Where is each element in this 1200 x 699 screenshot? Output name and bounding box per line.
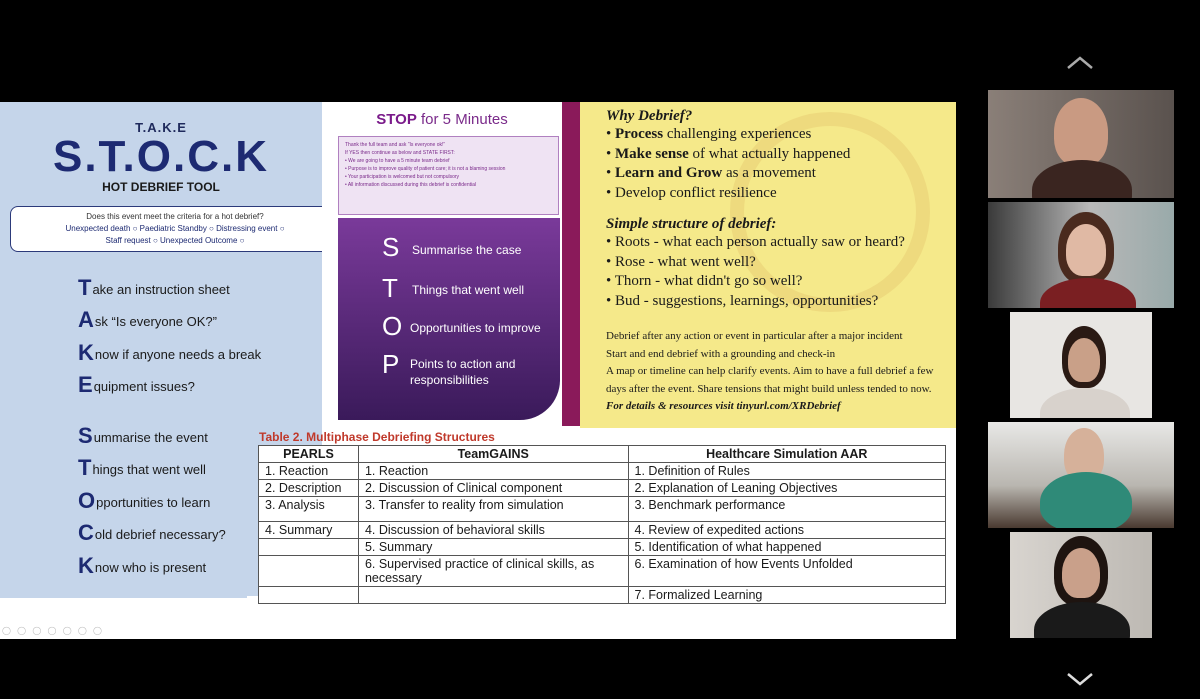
- list-item: [78, 331, 261, 364]
- table-row: [259, 539, 946, 556]
- table-cell: 4. Discussion of behavioral skills: [358, 522, 628, 539]
- letterbox-left: [988, 312, 1010, 418]
- stop-instructions-box: [338, 136, 559, 215]
- list-letter: T: [78, 274, 92, 300]
- table-cell: 2. Explanation of Leaning Objectives: [628, 480, 945, 497]
- list-item: [78, 364, 261, 397]
- debrief-note: A map or timeline can help clarify events. Aim to have a full debrief a few days after the event. Share tensions that might build unless tended to now.: [606, 365, 934, 395]
- structure-bullet: • Rose - what went well?: [606, 253, 756, 270]
- table-cell: 3. Benchmark performance: [628, 497, 945, 522]
- criteria-row-1: Unexpected death ○ Paediatric Standby ○ Distressing event ○: [65, 224, 285, 233]
- list-item: [78, 479, 226, 512]
- stop-item: Things that went well: [412, 283, 525, 297]
- debrief-note: Debrief after any action or event in particular after a major incident: [606, 330, 903, 342]
- structure-bullet: • Thorn - what didn't go so well?: [606, 273, 803, 289]
- list-text: sk “Is everyone OK?”: [94, 314, 217, 329]
- criteria-row-2: Staff request ○ Unexpected Outcome ○: [105, 236, 245, 245]
- participant-face: [1066, 224, 1106, 276]
- list-letter: S: [78, 422, 93, 448]
- why-heading: Why Debrief?: [606, 108, 693, 124]
- participant-face: [1054, 98, 1108, 166]
- criteria-box: [10, 206, 340, 252]
- participant-face: [1062, 548, 1100, 598]
- list-letter: O: [78, 487, 96, 513]
- table-cell: 4. Review of expedited actions: [628, 522, 945, 539]
- table-header: PEARLS: [259, 446, 359, 463]
- table-cell: 7. Formalized Learning: [628, 587, 945, 604]
- stop-item: Summarise the case: [412, 243, 522, 257]
- table-row: [259, 522, 946, 539]
- stop-letter: O: [382, 311, 403, 341]
- stop-letter: P: [382, 349, 400, 379]
- debrief-note: Start and end debrief with a grounding and check-in: [606, 347, 836, 360]
- stop-box-bullet: • Your participation is welcomed but not compulsory: [345, 174, 460, 180]
- debrief-notes: [606, 328, 941, 416]
- list-text: ummarise the event: [93, 429, 208, 445]
- list-letter: T: [78, 455, 92, 480]
- list-text: quipment issues?: [93, 379, 195, 394]
- stop-title-bold: STOP: [376, 111, 417, 128]
- stop-panel: [322, 102, 580, 426]
- table-header: TeamGAINS: [358, 446, 628, 463]
- criteria-question: Does this event meet the criteria for a hot debrief?: [86, 212, 264, 221]
- list-letter: C: [78, 520, 94, 545]
- structure-section: [606, 216, 905, 311]
- table-cell: 1. Reaction: [259, 463, 359, 480]
- list-letter: K: [78, 552, 94, 578]
- table-header-row: [259, 446, 946, 463]
- list-letter: A: [78, 307, 94, 332]
- list-letter: E: [78, 372, 93, 397]
- table-cell: 3. Analysis: [259, 497, 359, 522]
- list-text: ake an instruction sheet: [92, 281, 230, 297]
- why-bullet: • Develop conflict resilience: [606, 184, 777, 201]
- table-cell: [259, 587, 359, 604]
- stop-letter: T: [382, 273, 398, 303]
- table-cell: 4. Summary: [259, 522, 359, 539]
- table-row: [259, 587, 946, 604]
- table-row: [259, 463, 946, 480]
- list-item: [78, 512, 226, 545]
- stop-box-bullet: • Purpose is to improve quality of patient care; it is not a blaming session: [345, 166, 506, 172]
- stop-letter: S: [382, 232, 400, 262]
- table-cell: 1. Reaction: [358, 463, 628, 480]
- table-row: [259, 556, 946, 587]
- table-cell: [259, 556, 359, 587]
- participant-face: [1068, 338, 1100, 382]
- table-cell: 3. Transfer to reality from simulation: [358, 497, 628, 522]
- list-item: [78, 414, 226, 447]
- participant-body: [1040, 472, 1132, 528]
- table-header: Healthcare Simulation AAR: [628, 446, 945, 463]
- shared-screen-slide: [0, 102, 956, 639]
- participant-video-tile-5[interactable]: [988, 532, 1174, 638]
- stop-purple-card: [338, 218, 560, 420]
- list-letter: K: [78, 339, 94, 365]
- why-section: [606, 108, 850, 203]
- list-text: pportunities to learn: [96, 494, 211, 510]
- stop-accent-bar: [562, 102, 580, 426]
- table-caption: Table 2. Multiphase Debriefing Structures: [259, 430, 495, 444]
- stop-box-intro: Thank the full team and ask “Is everyone ok!”: [345, 142, 446, 148]
- stop-item: Opportunities to improve: [410, 321, 541, 335]
- table-row: [259, 480, 946, 497]
- participant-video-tile-2[interactable]: [988, 202, 1174, 308]
- list-text: hings that went well: [92, 462, 206, 477]
- table-cell: 6. Examination of how Events Unfolded: [628, 556, 945, 587]
- stop-box-bullet: • We are going to have a 5 minute team debrief: [345, 158, 450, 164]
- stock-subtitle: HOT DEBRIEF TOOL: [102, 180, 220, 194]
- table-cell: 5. Identification of what happened: [628, 539, 945, 556]
- table-cell: 6. Supervised practice of clinical skills, as necessary: [358, 556, 628, 587]
- chevron-down-icon[interactable]: [1066, 672, 1094, 686]
- participant-video-tile-4[interactable]: [988, 422, 1174, 528]
- list-text: old debrief necessary?: [94, 527, 226, 542]
- stock-title: S.T.O.C.K: [52, 132, 270, 181]
- table-cell: 1. Definition of Rules: [628, 463, 945, 480]
- table-cell: 2. Discussion of Clinical component: [358, 480, 628, 497]
- debriefing-structures-table: [258, 445, 946, 604]
- stop-title-rest: for 5 Minutes: [416, 111, 508, 128]
- stop-title: [322, 111, 562, 128]
- structure-heading: Simple structure of debrief:: [606, 216, 777, 232]
- structure-bullet: • Bud - suggestions, learnings, opportunities?: [606, 292, 879, 309]
- list-item: [78, 447, 226, 480]
- participant-video-tile-3[interactable]: [988, 312, 1174, 418]
- slide-controls[interactable]: ◯ ◯ ◯ ◯ ◯ ◯ ◯: [2, 626, 105, 635]
- stop-item: Points to action and responsibilities: [410, 357, 516, 387]
- list-item: [78, 299, 261, 332]
- stop-box-yes: If YES then continue as below and STATE FIRST:: [345, 150, 455, 156]
- why-debrief-panel: [580, 102, 956, 428]
- chevron-up-icon[interactable]: [1066, 56, 1094, 70]
- debrief-resources: For details & resources visit tinyurl.com/XRDebrief: [606, 400, 841, 412]
- participant-video-tile-1[interactable]: [988, 90, 1174, 198]
- take-list: [78, 266, 261, 396]
- list-text: now if anyone needs a break: [94, 346, 262, 362]
- letterbox-right: [1152, 312, 1174, 418]
- why-bullet: • Learn and Grow as a movement: [606, 165, 816, 181]
- table-row: [259, 497, 946, 522]
- list-text: now who is present: [94, 559, 207, 575]
- list-item: [78, 544, 226, 577]
- table-cell: [358, 587, 628, 604]
- take-label: T.A.K.E: [135, 120, 187, 135]
- table-cell: [259, 539, 359, 556]
- table-cell: 2. Description: [259, 480, 359, 497]
- stock-list: [78, 414, 226, 577]
- stop-box-bullet: • All information discussed during this debrief is confidential: [345, 182, 476, 188]
- table-cell: 5. Summary: [358, 539, 628, 556]
- list-item: [78, 266, 261, 299]
- structure-bullet: • Roots - what each person actually saw or heard?: [606, 234, 905, 250]
- why-bullet: • Make sense of what actually happened: [606, 145, 851, 162]
- why-bullet: • Process challenging experiences: [606, 126, 812, 142]
